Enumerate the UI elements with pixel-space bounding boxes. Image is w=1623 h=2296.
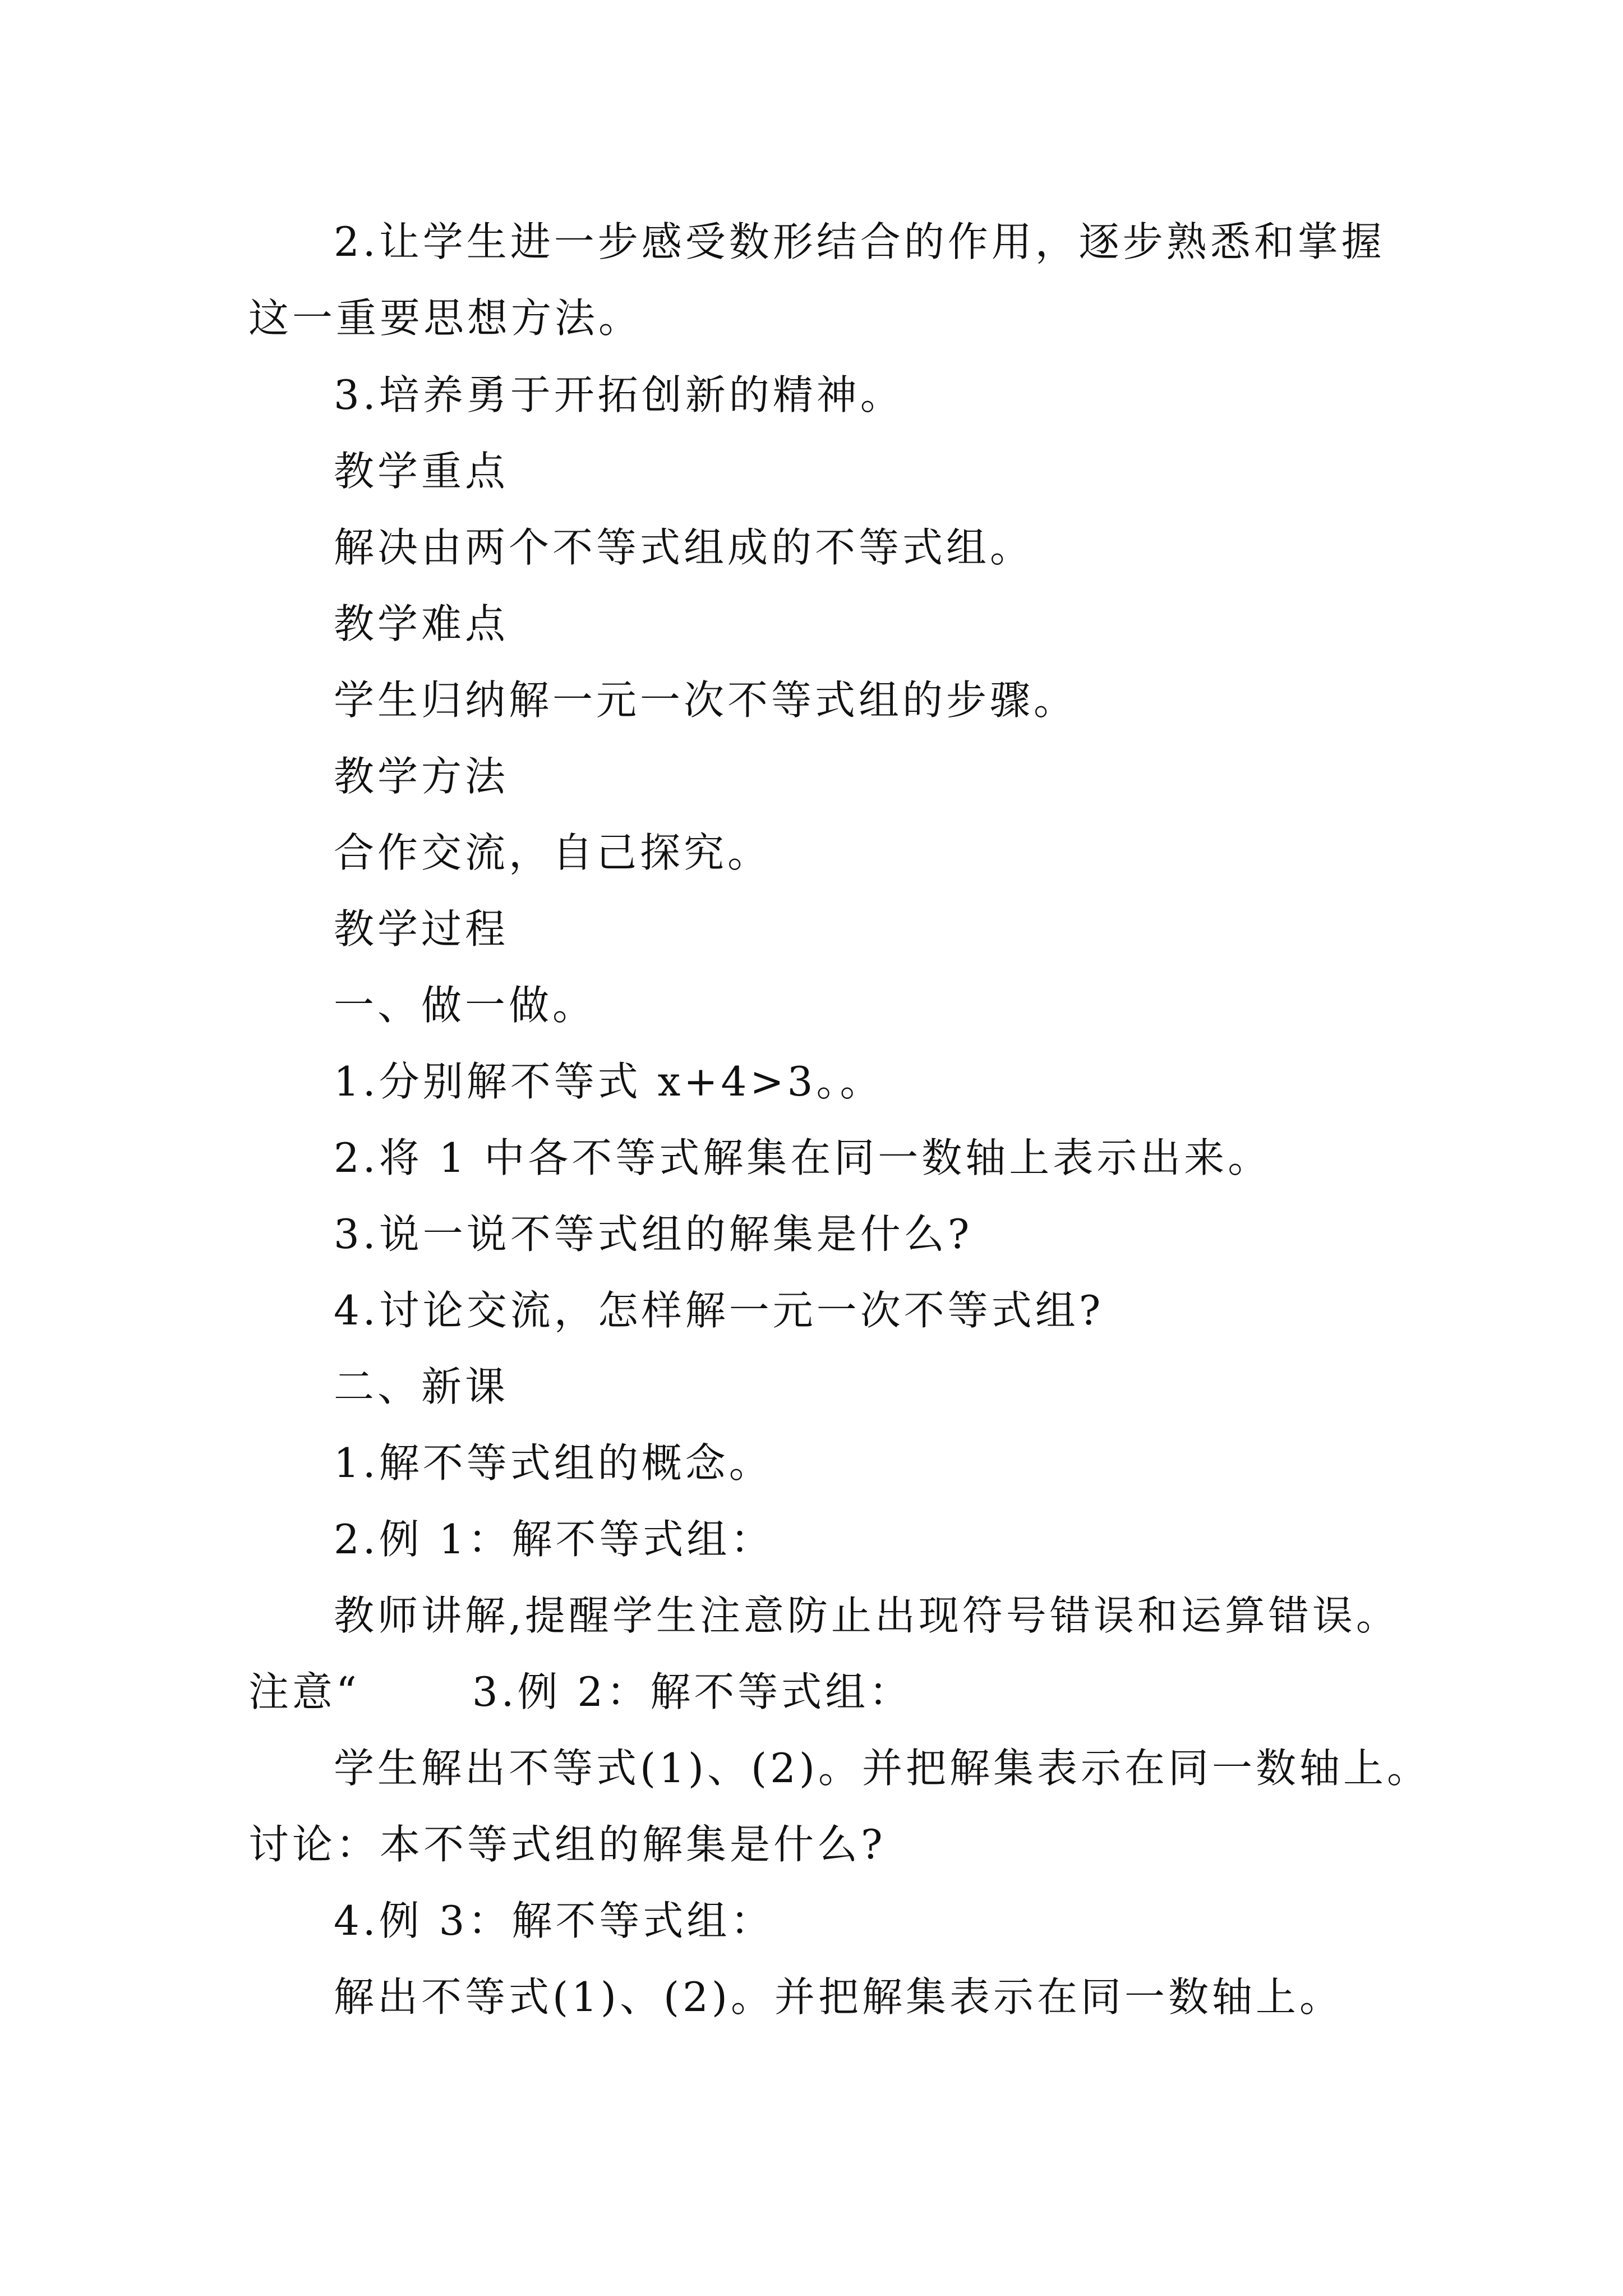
paragraph-key-point bbox=[248, 509, 1393, 586]
heading-text: 教学重点 bbox=[334, 448, 509, 495]
heading-process bbox=[248, 891, 1393, 967]
paragraph-line: 解决由两个不等式组成的不等式组。 bbox=[334, 524, 1034, 571]
list-item-new-1 bbox=[248, 1425, 1393, 1501]
paragraph-line: 3.说一说不等式组的解集是什么? bbox=[334, 1211, 973, 1258]
paragraph-line: 2.将 1 中各不等式解集在同一数轴上表示出来。 bbox=[334, 1134, 1272, 1181]
heading-text: 教学方法 bbox=[334, 753, 509, 800]
paragraph-difficulty bbox=[248, 662, 1393, 738]
paragraph-line: 学生归纳解一元一次不等式组的步骤。 bbox=[334, 677, 1078, 724]
paragraph-line: 1.解不等式组的概念。 bbox=[334, 1439, 773, 1487]
paragraph-student-solve bbox=[248, 1730, 1431, 1883]
paragraph-line: 2.让学生进一步感受数形结合的作用，逐步熟悉和掌握 bbox=[334, 218, 1385, 265]
list-item-step-2 bbox=[248, 1120, 1393, 1196]
paragraph-line: 讨论：本不等式组的解集是什么? bbox=[248, 1821, 886, 1868]
paragraph-solve-final bbox=[248, 1959, 1393, 2035]
paragraph-line: 4.例 3：解不等式组： bbox=[334, 1897, 774, 1944]
section-text: 一、做一做。 bbox=[334, 982, 597, 1029]
heading-difficulty bbox=[248, 586, 1393, 662]
paragraph-line: 注意“ bbox=[248, 1668, 360, 1715]
heading-method bbox=[248, 738, 1393, 815]
paragraph-line: 3.培养勇于开拓创新的精神。 bbox=[334, 371, 904, 418]
section-text: 二、新课 bbox=[334, 1363, 509, 1410]
paragraph-line: 1.分别解不等式 x+4>3。。 bbox=[334, 1058, 884, 1105]
heading-text: 教学过程 bbox=[334, 905, 509, 953]
paragraph-line: 学生解出不等式(1)、(2)。并把解集表示在同一数轴上。 bbox=[334, 1745, 1431, 1792]
paragraph-method bbox=[248, 815, 1393, 891]
list-item-step-1 bbox=[248, 1043, 1393, 1120]
heading-key-point bbox=[248, 433, 1393, 509]
paragraph-line: 解出不等式(1)、(2)。并把解集表示在同一数轴上。 bbox=[334, 1973, 1343, 2021]
paragraph-line: 4.讨论交流，怎样解一元一次不等式组? bbox=[334, 1287, 1104, 1334]
list-item-step-4 bbox=[248, 1272, 1393, 1349]
section-heading-2 bbox=[248, 1349, 1393, 1425]
paragraph-line: 合作交流，自己探究。 bbox=[334, 829, 772, 876]
paragraph-line: 教师讲解,提醒学生注意防止出现符号错误和运算错误。 bbox=[334, 1592, 1400, 1639]
paragraph-goal-2 bbox=[248, 204, 1393, 356]
paragraph-line: 3.例 2：解不等式组： bbox=[472, 1668, 913, 1715]
paragraph-line: 这一重要思想方法。 bbox=[248, 295, 643, 342]
list-item-new-4 bbox=[248, 1883, 1393, 1959]
paragraph-goal-3 bbox=[248, 357, 1393, 433]
list-item-step-3 bbox=[248, 1196, 1393, 1272]
paragraph-teacher-note bbox=[248, 1577, 1400, 1730]
heading-text: 教学难点 bbox=[334, 600, 509, 647]
list-item-new-2 bbox=[248, 1501, 1393, 1577]
paragraph-line: 2.例 1：解不等式组： bbox=[334, 1516, 774, 1563]
section-heading-1 bbox=[248, 967, 1393, 1043]
